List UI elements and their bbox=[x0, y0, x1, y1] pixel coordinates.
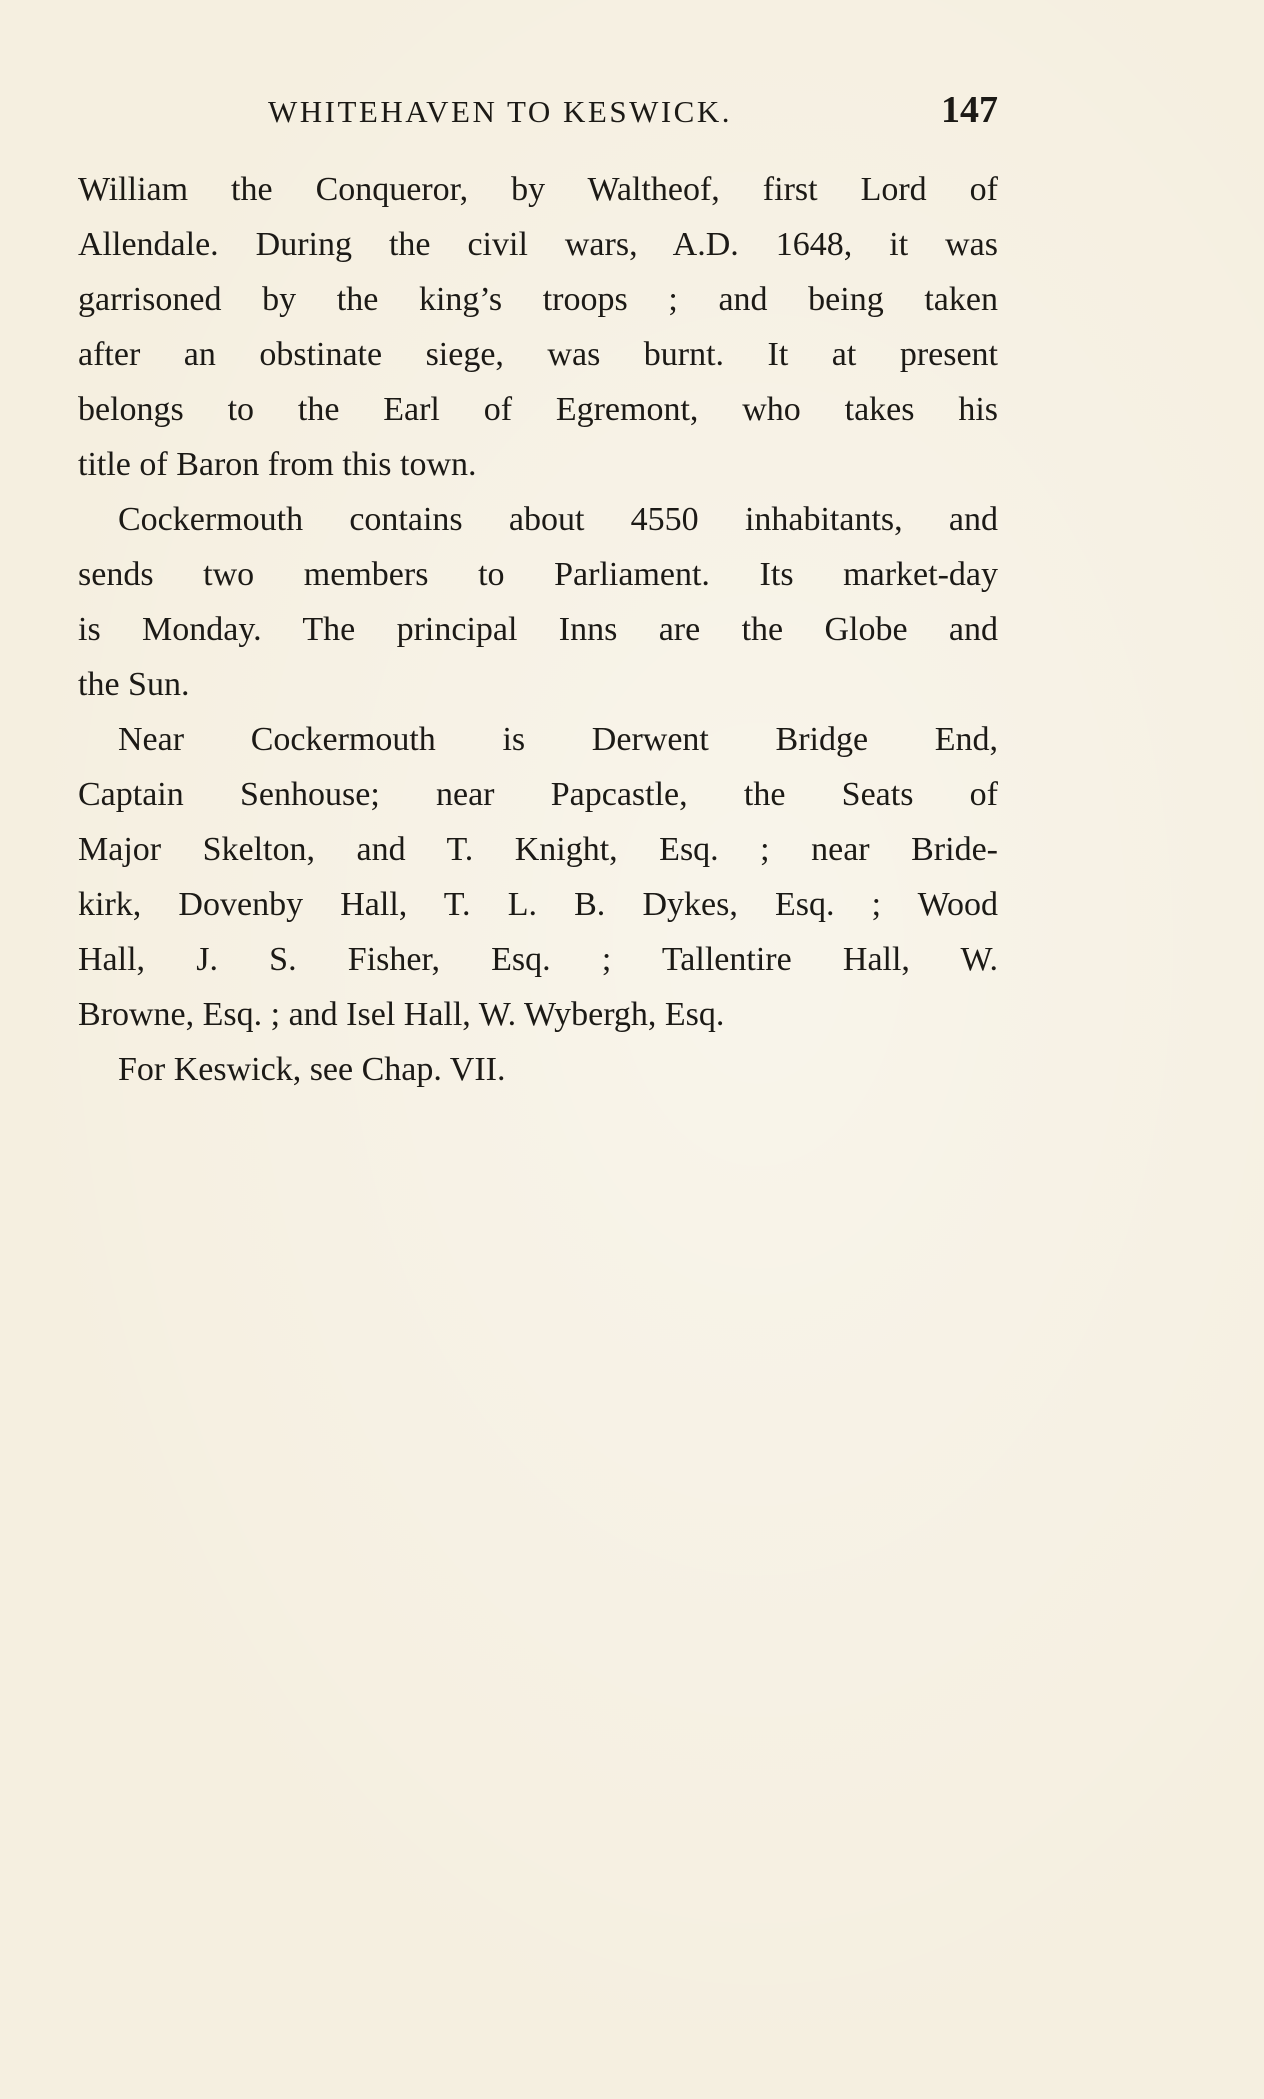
text-line: sends two members to Parliament. Its market-day bbox=[78, 556, 998, 593]
text-line: Allendale. During the civil wars, A.D. 1648, it was bbox=[78, 226, 998, 263]
text-line: kirk, Dovenby Hall, T. L. B. Dykes, Esq. ; Wood bbox=[78, 886, 998, 923]
text-line: Cockermouth contains about 4550 inhabitants, and bbox=[118, 501, 998, 538]
text-line: Captain Senhouse; near Papcastle, the Seats of bbox=[78, 776, 998, 813]
text-line: For Keswick, see Chap. VII. bbox=[118, 1051, 506, 1088]
text-line: Browne, Esq. ; and Isel Hall, W. Wybergh, Esq. bbox=[78, 996, 725, 1033]
text-line: Hall, J. S. Fisher, Esq. ; Tallentire Hall, W. bbox=[78, 941, 998, 978]
text-line: is Monday. The principal Inns are the Globe and bbox=[78, 611, 998, 648]
text-line: garrisoned by the king’s troops ; and being taken bbox=[78, 281, 998, 318]
page-number: 147 bbox=[941, 89, 998, 131]
running-head bbox=[78, 88, 998, 138]
text-line: title of Baron from this town. bbox=[78, 446, 477, 483]
running-title: WHITEHAVEN TO KESWICK. bbox=[268, 94, 732, 129]
text-line: Major Skelton, and T. Knight, Esq. ; near Bride- bbox=[78, 831, 998, 868]
text-line: William the Conqueror, by Waltheof, first Lord of bbox=[78, 171, 998, 208]
text-line: the Sun. bbox=[78, 666, 190, 703]
text-line: belongs to the Earl of Egremont, who takes his bbox=[78, 391, 998, 428]
body-text bbox=[78, 162, 998, 1097]
text-line: after an obstinate siege, was burnt. It at present bbox=[78, 336, 998, 373]
text-line: Near Cockermouth is Derwent Bridge End, bbox=[118, 721, 998, 758]
